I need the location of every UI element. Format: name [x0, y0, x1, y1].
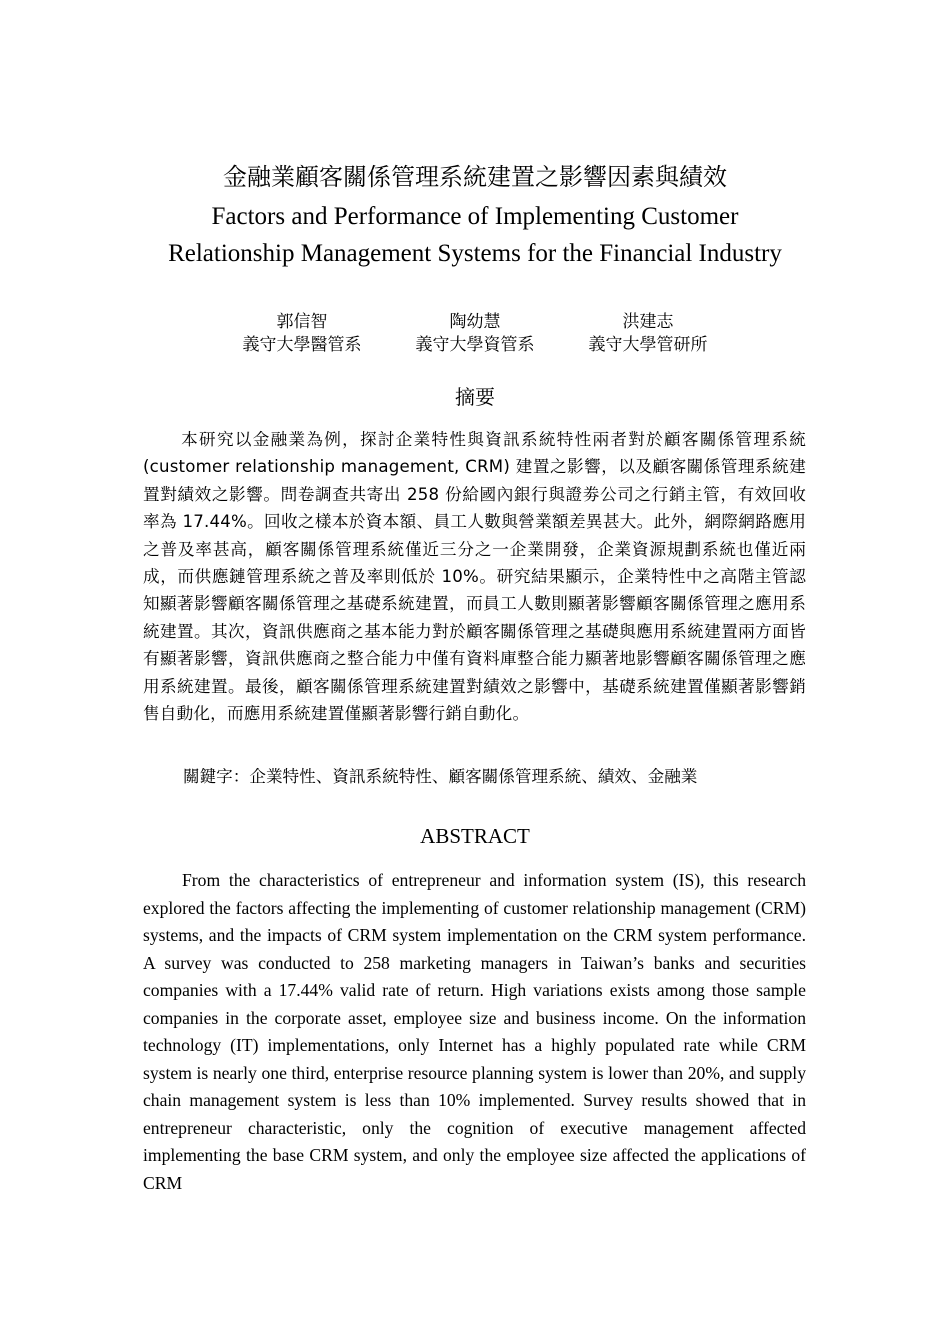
- author-3: [548, 311, 748, 357]
- author-2: [375, 311, 575, 357]
- author-name: 陶幼慧: [449, 312, 501, 332]
- title-english-line-1: Factors and Performance of Implementing Customer: [211, 203, 739, 230]
- author-affiliation: 義守大學管研所: [588, 335, 708, 355]
- abstract-chinese-body: 本研究以金融業為例，探討企業特性與資訊系統特性兩者對於顧客關係管理系統 (customer relationship management, CRM) 建置之影響，以及顧客關係管理系統建置對績效之影響。問卷調查共寄出 258 份給國內銀行與證劵公司之行銷主管，有效回收率為 17.44%。回收之樣本於資本額、員工人數與營業額差異甚大。此外，網際網路應用之普及率甚高，顧客關係管理系統僅近三分之一企業開發，企業資源規劃系統也僅近兩成，而供應鏈管理系統之普及率則低於 10%。研究結果顯示，企業特性中之高階主管認知顯著影響顧客關係管理之基礎系統建置，而員工人數則顯著影響顧客關係管理之應用系統建置。其次，資訊供應商之基本能力對於顧客關係管理之基礎與應用系統建置兩方面皆有顯著影響，資訊供應商之整合能力中僅有資料庫整合能力顯著地影響顧客關係管理之應用系統建置。最後，顧客關係管理系統建置對績效之影響中，基礎系統建置僅顯著影響銷售自動化，而應用系統建置僅顯著影響行銷自動化。: [143, 430, 806, 724]
- abstract-english-body: From the characteristics of entrepreneur and information system (IS), this research explored the factors affecting the implementing of customer relationship management (CRM) systems, and the impacts of CRM system implementation on the CRM system performance. A survey was conducted to 258 marketing managers in Taiwan’s banks and securities companies with a 17.44% valid rate of return. High variations exists among those sample companies in the corporate asset, employee size and business income. On the information technology (IT) implementations, only Internet has a highly populated rate while CRM system is nearly one third, enterprise resource planning system is lower than 20%, and supply chain management system is less than 10% implemented. Survey results showed that in entrepreneur characteristic, only the cognition of executive management affected implementing the base CRM system, and only the employee size affected the applications of CRM: [143, 870, 806, 1193]
- author-affiliation: 義守大學資管系: [415, 335, 535, 355]
- title-chinese: 金融業顧客關係管理系統建置之影響因素與績效: [223, 163, 727, 191]
- keywords-chinese: 關鍵字：企業特性、資訊系統特性、顧客關係管理系統、績效、金融業: [183, 767, 698, 786]
- title-english-line-2: Relationship Management Systems for the Financial Industry: [168, 240, 782, 267]
- author-affiliation: 義守大學醫管系: [242, 335, 362, 355]
- author-1: [202, 311, 402, 357]
- author-name: 洪建志: [622, 312, 674, 332]
- abstract-english-heading: ABSTRACT: [420, 824, 530, 848]
- author-name: 郭信智: [276, 312, 328, 332]
- title-english: [0, 198, 950, 272]
- abstract-chinese-heading: 摘要: [455, 385, 495, 409]
